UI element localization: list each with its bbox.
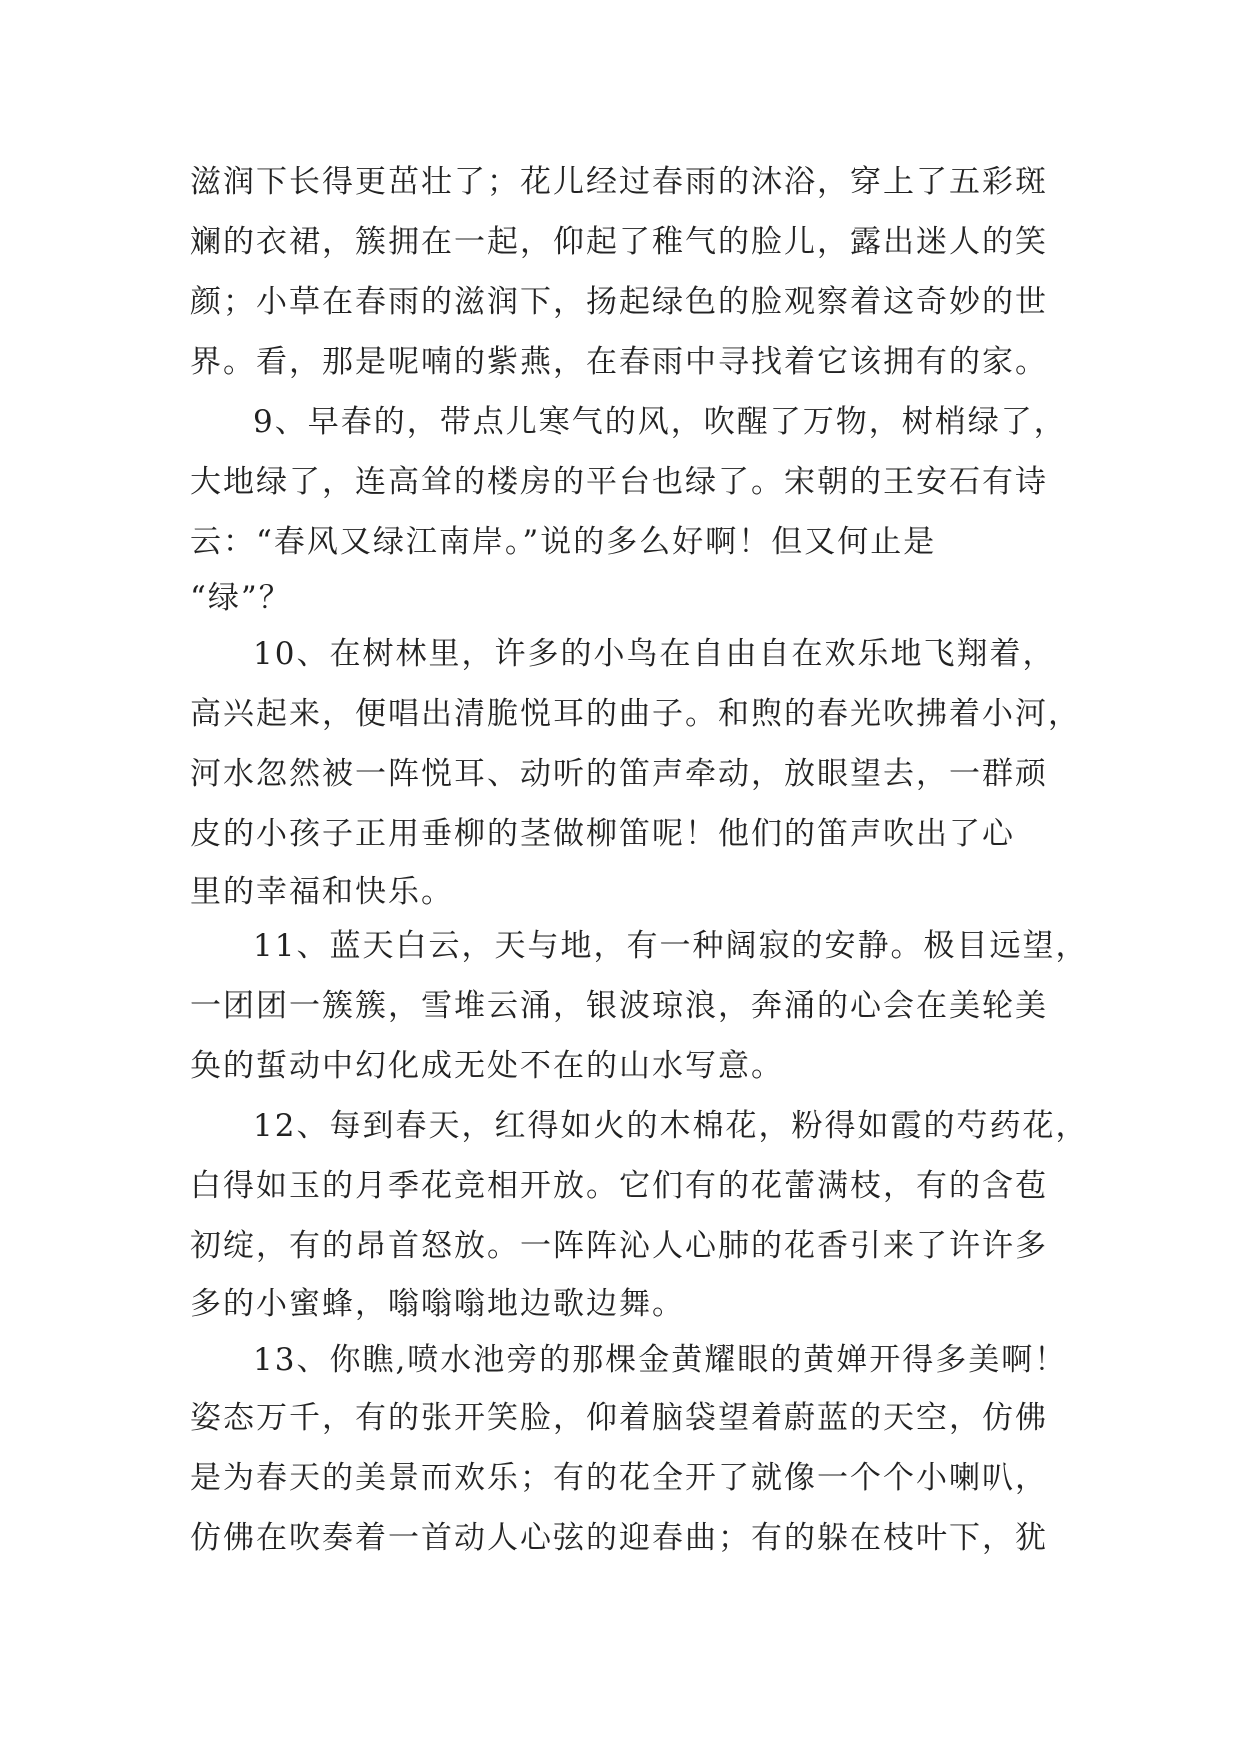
- text-line: 一团团一簇簇，雪堆云涌，银波琼浪，奔涌的心会在美轮美: [190, 988, 1048, 1024]
- text-line: 白得如玉的月季花竞相开放。它们有的花蕾满枝，有的含苞: [190, 1168, 1048, 1204]
- text-line: 皮的小孩子正用垂柳的茎做柳笛呢！他们的笛声吹出了心: [190, 816, 1015, 852]
- text-line: 斓的衣裙，簇拥在一起，仰起了稚气的脸儿，露出迷人的笑: [190, 224, 1048, 260]
- paragraph-12-start: 12、每到春天，红得如火的木棉花，粉得如霞的芍药花，: [253, 1108, 1089, 1144]
- text-line: 高兴起来，便唱出清脆悦耳的曲子。和煦的春光吹拂着小河，: [190, 696, 1081, 732]
- text-line: 姿态万千，有的张开笑脸，仰着脑袋望着蔚蓝的天空，仿佛: [190, 1400, 1048, 1436]
- text-line: “绿”？: [190, 580, 292, 616]
- paragraph-10-start: 10、在树林里，许多的小鸟在自由自在欢乐地飞翔着，: [253, 636, 1056, 672]
- paragraph-13-start: 13、你瞧,喷水池旁的那棵金黄耀眼的黄婵开得多美啊！: [253, 1342, 1068, 1378]
- text-line: 多的小蜜蜂，嗡嗡嗡地边歌边舞。: [190, 1286, 685, 1322]
- text-line: 里的幸福和快乐。: [190, 874, 454, 910]
- text-line: 仿佛在吹奏着一首动人心弦的迎春曲；有的躲在枝叶下，犹: [190, 1520, 1048, 1556]
- text-line: 界。看，那是呢喃的紫燕，在春雨中寻找着它该拥有的家。: [190, 344, 1048, 380]
- text-line: 滋润下长得更茁壮了；花儿经过春雨的沐浴，穿上了五彩斑: [190, 164, 1048, 200]
- text-line: 云：“春风又绿江南岸。”说的多么好啊！但又何止是: [190, 524, 937, 560]
- text-line: 初绽，有的昂首怒放。一阵阵沁人心肺的花香引来了许许多: [190, 1228, 1048, 1264]
- text-line: 是为春天的美景而欢乐；有的花全开了就像一个个小喇叭，: [190, 1460, 1048, 1496]
- text-line: 河水忽然被一阵悦耳、动听的笛声牵动，放眼望去，一群顽: [190, 756, 1048, 792]
- text-line: 奂的蜇动中幻化成无处不在的山水写意。: [190, 1048, 784, 1084]
- text-line: 大地绿了，连高耸的楼房的平台也绿了。宋朝的王安石有诗: [190, 464, 1048, 500]
- paragraph-9-start: 9、早春的，带点儿寒气的风，吹醒了万物，树梢绿了，: [253, 404, 1067, 440]
- text-line: 颜；小草在春雨的滋润下，扬起绿色的脸观察着这奇妙的世: [190, 284, 1048, 320]
- paragraph-11-start: 11、蓝天白云，天与地，有一种阔寂的安静。极目远望，: [253, 928, 1089, 964]
